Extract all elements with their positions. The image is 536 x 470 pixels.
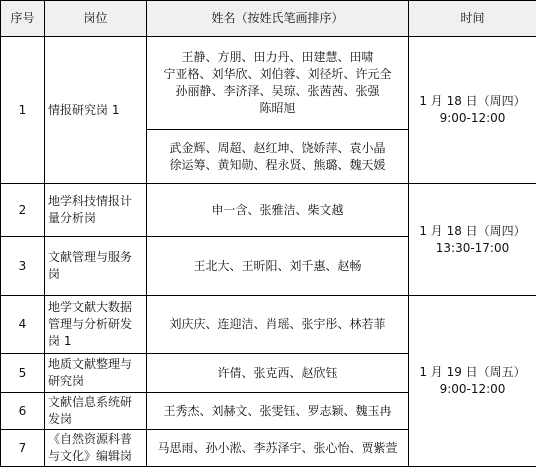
time-slot-2 [409,184,536,296]
row-post: 情报研究岗 1 [45,37,147,184]
header-seq: 序号 [1,1,45,37]
table-row [1,37,536,130]
time-date: 1 月 18 日（周四） [419,94,526,108]
time-slot-1 [409,37,536,184]
row-names [147,184,409,237]
table-row [1,296,536,354]
row-seq: 4 [1,296,45,354]
row-names [147,296,409,354]
row-names [147,237,409,296]
time-date: 1 月 19 日（周五） [419,365,526,379]
names-line: 马思雨、孙小淞、李苏泽宇、张心怡、贾紫萱 [157,440,398,455]
header-post: 岗位 [45,1,147,37]
row-seq: 5 [1,354,45,393]
row-names [147,37,409,130]
row-post: 地学文献大数据管理与分析研发岗 1 [45,296,147,354]
time-hours: 9:00-12:00 [439,111,506,125]
names-line: 陈昭旭 [259,101,296,115]
row-post: 《自然资源科普与文化》编辑岗 [45,430,147,467]
names-line: 许倩、张克西、赵欣钰 [217,365,338,380]
row-post: 文献信息系统研发岗 [45,393,147,430]
names-line: 徐运筹、黄知勋、程永贤、熊璐、魏天媛 [169,157,386,172]
row-names [147,430,409,467]
header-time: 时间 [409,1,536,37]
row-names [147,393,409,430]
names-line: 刘庆庆、连迎洁、肖瑶、张宇彤、林若菲 [169,317,386,331]
names-line: 武金辉、周超、赵红坤、饶娇萍、袁小晶 [169,140,386,155]
row-names [147,354,409,393]
row-names [147,130,409,184]
header-names: 姓名（按姓氏笔画排序） [147,1,409,37]
row-seq: 2 [1,184,45,237]
time-slot-3 [409,296,536,467]
names-line: 孙丽静、李济泽、吴琼、张茜茜、张强 [175,84,380,98]
row-seq: 7 [1,430,45,467]
row-seq: 3 [1,237,45,296]
names-line: 宁亚格、刘华欣、刘伯蓉、刘径圻、许元全 [163,67,392,81]
row-post: 地学科技情报计量分析岗 [45,184,147,237]
names-line: 申一含、张雅洁、柴文越 [211,202,344,217]
row-seq: 6 [1,393,45,430]
names-line: 王秀杰、刘赫文、张雯钰、罗志颖、魏玉冉 [163,403,392,418]
names-line: 王北大、王昕阳、刘千惠、赵畅 [193,258,362,273]
row-post: 地质文献整理与研究岗 [45,354,147,393]
time-hours: 9:00-12:00 [439,382,506,396]
time-hours: 13:30-17:00 [435,240,510,255]
row-post: 文献管理与服务岗 [45,237,147,296]
header-row [1,1,536,37]
names-line: 王静、方朋、田力丹、田建慧、田啸 [181,50,374,64]
row-seq: 1 [1,37,45,184]
time-date: 1 月 18 日（周四） [419,223,526,238]
table-row [1,184,536,237]
